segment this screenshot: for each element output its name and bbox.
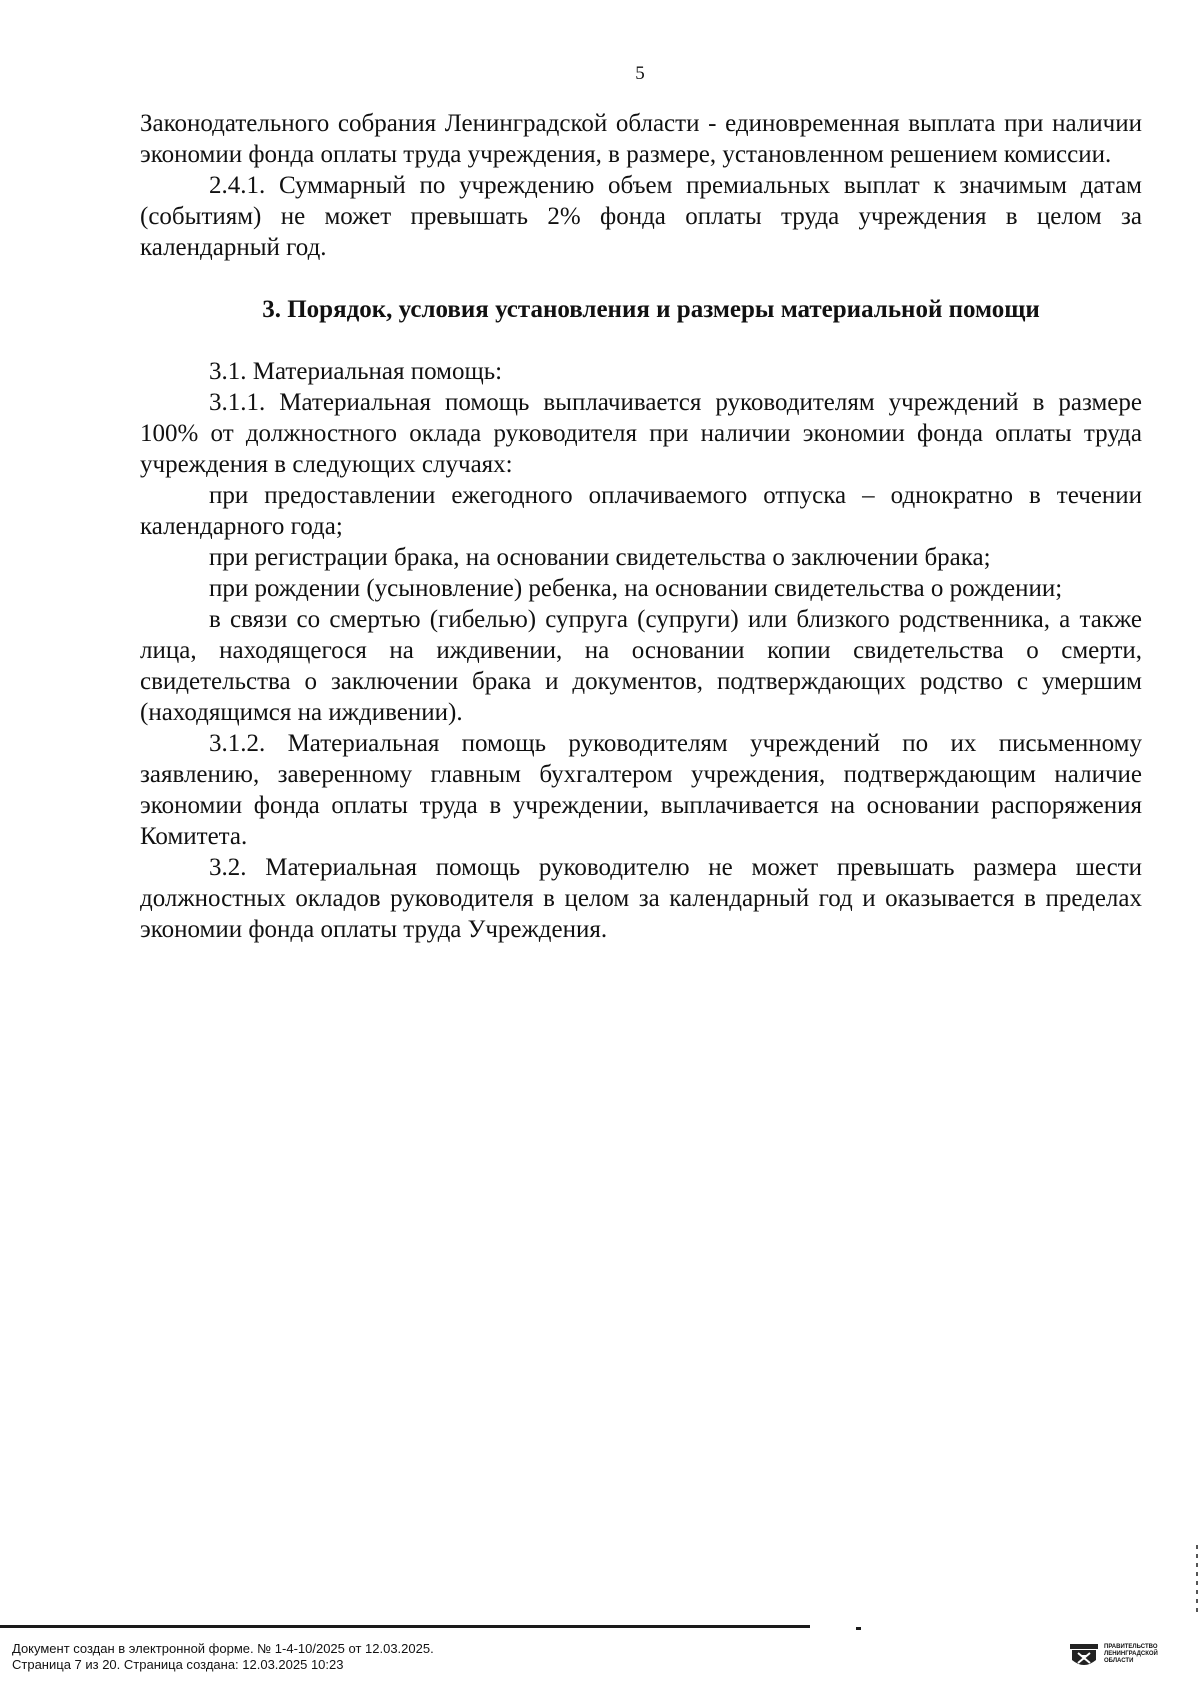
list-item-vacation: при предоставлении ежегодного оплачиваемого отпуска – однократно в течении календарного года; <box>140 482 1142 540</box>
footer-divider-dot <box>856 1627 861 1630</box>
footer-document-info: Документ создан в электронной форме. № 1-4-10/2025 от 12.03.2025. <box>12 1641 434 1656</box>
coat-of-arms-icon <box>1070 1644 1098 1670</box>
scan-edge-mark <box>1196 1545 1198 1615</box>
logo-caption <box>1104 1644 1158 1665</box>
list-item-birth: при рождении (усыновление) ребенка, на основании свидетельства о рождении; <box>209 575 1063 602</box>
list-item-death: в связи со смертью (гибелью) супруга (супруги) или близкого родственника, а также лица, находящегося на иждивении, на основании копии свидетельства о смерти, свидетельства о заключении брака и документов, подтверждающих родство с умершим (находящимся на иждивении). <box>140 606 1142 726</box>
paragraph-2-4-1: 2.4.1. Суммарный по учреждению объем премиальных выплат к значимым датам (событиям) не может превышать 2% фонда оплаты труда учреждения в целом за календарный год. <box>140 172 1142 261</box>
logo-line-2: ЛЕНИНГРАДСКОЙ <box>1104 1651 1158 1657</box>
document-body <box>140 108 1142 945</box>
paragraph-continuation: Законодательного собрания Ленинградской области - единовременная выплата при наличии экономии фонда оплаты труда учреждения, в размере, установленном решением комиссии. <box>140 110 1142 168</box>
logo-line-3: ОБЛАСТИ <box>1104 1658 1134 1664</box>
footer <box>12 1641 434 1673</box>
list-item-marriage: при регистрации брака, на основании свидетельства о заключении брака; <box>209 544 991 571</box>
page-number: 5 <box>635 63 645 84</box>
government-logo <box>1070 1644 1158 1670</box>
paragraph-3-2: 3.2. Материальная помощь руководителю не может превышать размера шести должностных окладов руководителя в целом за календарный год и оказывается в пределах экономии фонда оплаты труда Учреждения. <box>140 854 1142 943</box>
paragraph-3-1-1: 3.1.1. Материальная помощь выплачивается руководителям учреждений в размере 100% от должностного оклада руководителя при наличии экономии фонда оплаты труда учреждения в следующих случаях: <box>140 389 1142 478</box>
paragraph-3-1: 3.1. Материальная помощь: <box>209 358 503 385</box>
section-heading: 3. Порядок, условия установления и размеры материальной помощи <box>262 296 1040 323</box>
logo-line-1: ПРАВИТЕЛЬСТВО <box>1104 1644 1158 1650</box>
footer-page-info: Страница 7 из 20. Страница создана: 12.03.2025 10:23 <box>12 1657 344 1672</box>
footer-divider <box>0 1625 810 1628</box>
paragraph-3-1-2: 3.1.2. Материальная помощь руководителям учреждений по их письменному заявлению, заверенному главным бухгалтером учреждения, подтверждающим наличие экономии фонда оплаты труда в учреждении, выплачивается на основании распоряжения Комитета. <box>140 730 1142 850</box>
